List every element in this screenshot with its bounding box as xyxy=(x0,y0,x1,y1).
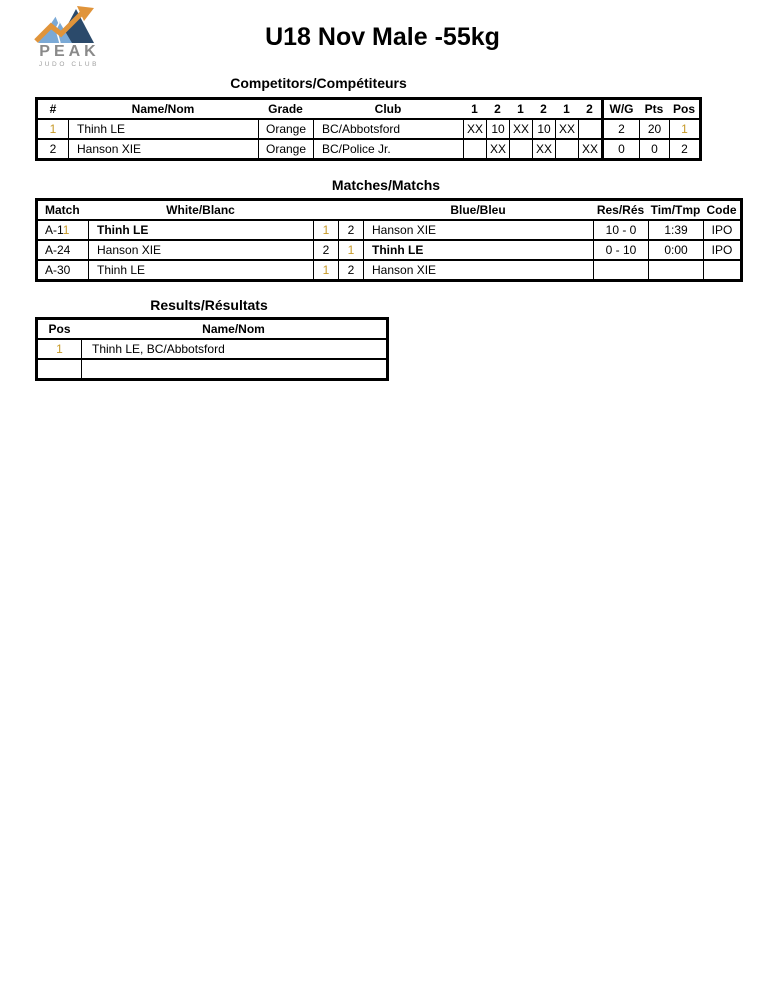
match-row xyxy=(38,219,740,239)
col-header-white: White/Blanc xyxy=(166,203,235,217)
competitor-row xyxy=(38,118,699,138)
col-header-round: 2 xyxy=(494,102,501,116)
competitor-grade: Orange xyxy=(258,120,313,138)
col-header-match: Match xyxy=(45,203,80,217)
match-result: 10 - 0 xyxy=(593,221,648,239)
match-code: IPO xyxy=(703,241,740,259)
white-competitor: Hanson XIE xyxy=(88,241,313,259)
blue-competitor-number: 2 xyxy=(338,221,363,239)
score-cell: XX xyxy=(555,120,578,138)
blue-competitor-number: 2 xyxy=(338,261,363,279)
position-cell: 2 xyxy=(669,140,699,158)
blue-competitor-number: 1 xyxy=(338,241,363,259)
match-result xyxy=(593,261,648,279)
col-header-round: 2 xyxy=(586,102,593,116)
points-cell: 20 xyxy=(639,120,669,138)
score-cell xyxy=(578,120,601,138)
match-number-suffix: 1 xyxy=(62,223,70,237)
score-cell: 10 xyxy=(532,120,555,138)
match-row xyxy=(38,259,740,279)
match-result: 0 - 10 xyxy=(593,241,648,259)
result-position: 1 xyxy=(56,342,63,356)
competitors-table xyxy=(35,97,702,161)
col-header-pos: Pos xyxy=(48,322,71,336)
competitor-club: BC/Police Jr. xyxy=(313,140,463,158)
match-number: A-24 xyxy=(45,243,71,257)
logo-club-name: PEAK xyxy=(39,43,100,60)
result-row xyxy=(38,338,386,358)
score-cell: XX xyxy=(486,140,509,158)
matches-heading: Matches/Matchs xyxy=(331,177,441,193)
score-cell: XX xyxy=(532,140,555,158)
col-header-round: 1 xyxy=(517,102,524,116)
white-competitor: Thinh LE xyxy=(88,261,313,279)
white-competitor: Thinh LE xyxy=(88,221,313,239)
blue-competitor: Hanson XIE xyxy=(363,221,593,239)
result-row xyxy=(38,358,386,378)
score-cell: XX xyxy=(578,140,601,158)
col-header-pts: Pts xyxy=(644,102,664,116)
competitor-number: 1 xyxy=(49,122,57,136)
score-cell xyxy=(555,140,578,158)
competitor-club: BC/Abbotsford xyxy=(313,120,463,138)
match-time: 1:39 xyxy=(648,221,703,239)
competitors-header-row xyxy=(38,100,699,118)
match-number: A-11 xyxy=(45,223,70,237)
white-competitor-number: 1 xyxy=(313,261,338,279)
competitors-heading: Competitors/Compétiteurs xyxy=(230,75,407,91)
results-table xyxy=(35,317,389,381)
match-time xyxy=(648,261,703,279)
result-name: Thinh LE, BC/Abbotsford xyxy=(81,340,386,358)
match-code xyxy=(703,261,740,279)
position-cell: 1 xyxy=(669,120,699,138)
blue-competitor: Thinh LE xyxy=(363,241,593,259)
col-header-name: Name/Nom xyxy=(131,102,195,116)
col-header-num: # xyxy=(49,102,57,116)
match-time: 0:00 xyxy=(648,241,703,259)
competitor-number: 2 xyxy=(49,142,57,156)
category-title: U18 Nov Male -55kg xyxy=(265,23,500,51)
blue-competitor: Hanson XIE xyxy=(363,261,593,279)
competitor-name: Thinh LE xyxy=(68,120,258,138)
col-header-code: Code xyxy=(706,203,737,217)
competitor-name: Hanson XIE xyxy=(68,140,258,158)
score-cell: 10 xyxy=(486,120,509,138)
wins-cell: 0 xyxy=(618,142,625,156)
matches-table xyxy=(35,198,743,282)
col-header-club: Club xyxy=(374,102,402,116)
col-header-round: 1 xyxy=(563,102,570,116)
score-cell xyxy=(463,140,486,158)
logo-club-subtitle: JUDO CLUB xyxy=(38,61,100,68)
competitor-row xyxy=(38,138,699,158)
result-position xyxy=(38,360,81,378)
score-cell: XX xyxy=(509,120,532,138)
col-header-name: Name/Nom xyxy=(202,322,265,336)
match-row xyxy=(38,239,740,259)
col-header-wg: W/G xyxy=(609,102,634,116)
competitor-grade: Orange xyxy=(258,140,313,158)
col-header-pos: Pos xyxy=(672,102,695,116)
score-cell: XX xyxy=(463,120,486,138)
match-number: A-30 xyxy=(45,263,71,277)
wins-cell: 2 xyxy=(618,122,625,136)
col-header-blue: Blue/Bleu xyxy=(450,203,506,217)
results-header-row xyxy=(38,320,386,338)
col-header-round: 1 xyxy=(471,102,478,116)
col-header-white-num xyxy=(313,201,338,219)
matches-header-row xyxy=(38,201,740,219)
match-code: IPO xyxy=(703,221,740,239)
result-name xyxy=(81,360,386,378)
points-cell: 0 xyxy=(639,140,669,158)
white-competitor-number: 2 xyxy=(313,241,338,259)
col-header-result: Res/Rés xyxy=(596,203,645,217)
score-cell xyxy=(509,140,532,158)
col-header-time: Tim/Tmp xyxy=(650,203,701,217)
col-header-round: 2 xyxy=(540,102,547,116)
white-competitor-number: 1 xyxy=(313,221,338,239)
col-header-blue-num xyxy=(338,201,363,219)
col-header-grade: Grade xyxy=(268,102,303,116)
results-heading: Results/Résultats xyxy=(150,297,268,313)
